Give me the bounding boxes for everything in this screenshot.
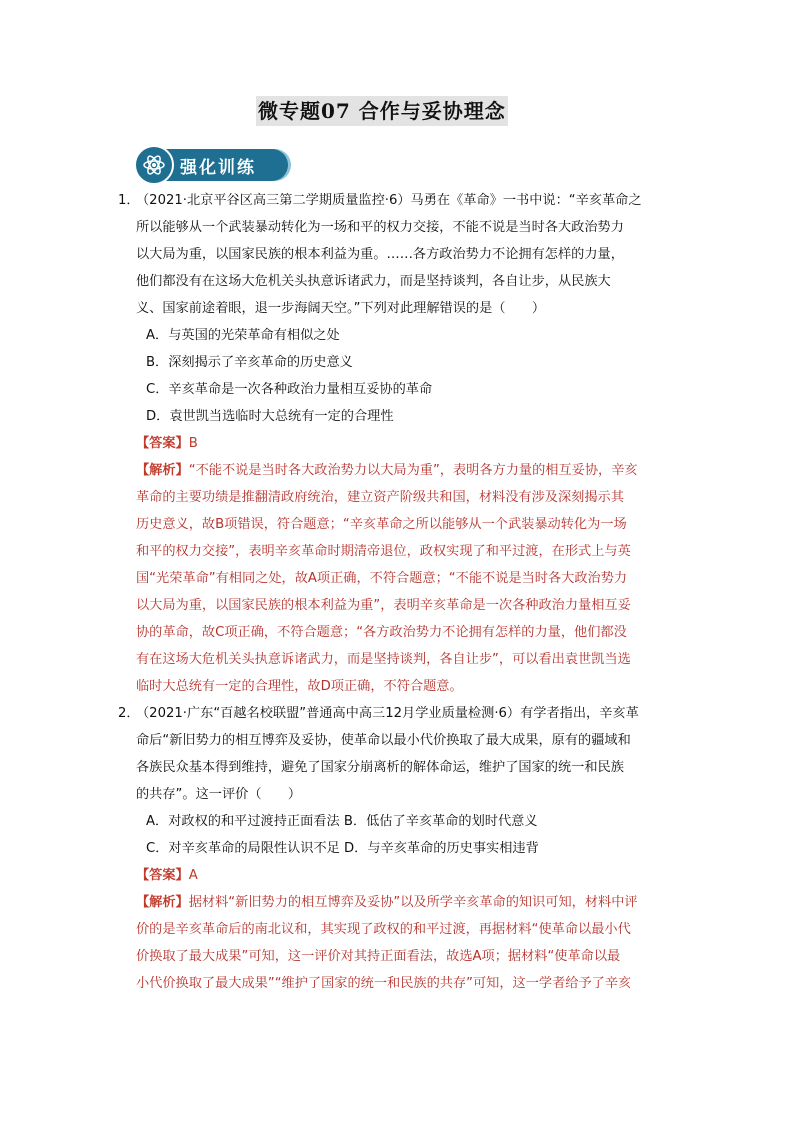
question-number: 2． — [118, 706, 140, 721]
analysis-line: 历史意义，故B项错误，符合题意；“辛亥革命之所以能够从一个武装暴动转化为一场 — [136, 517, 627, 532]
analysis-line: 价的是辛亥革命后的南北议和，其实现了政权的和平过渡，再据材料“使革命以最小代 — [136, 922, 631, 937]
analysis-line: 有在这场大危机关头执意诉诸武力，而是坚持谈判，各自让步”，可以看出袁世凯当选 — [136, 652, 631, 667]
option-c: C．辛亥革命是一次各种政治力量相互妥协的革命 — [146, 382, 433, 397]
atom-icon — [134, 145, 174, 185]
option-row: C．对辛亥革命的局限性认识不足 D．与辛亥革命的历史事实相违背 — [146, 841, 539, 856]
analysis-line: 以大局为重，以国家民族的根本利益为重”，表明辛亥革命是一次各种政治力量相互妥 — [136, 598, 631, 613]
question-2-stem-line: 2．（2021·广东“百越名校联盟”普通高中高三12月学业质量检测·6）有学者指出，辛亥革 — [118, 700, 682, 727]
option-b: B．深刻揭示了辛亥革命的历史意义 — [146, 355, 353, 370]
option-a: A．与英国的光荣革命有相似之处 — [146, 328, 340, 343]
question-1-stem-line: 他们都没有在这场大危机关头执意诉诸武力，而是坚持谈判，各自让步，从民族大 — [136, 274, 611, 289]
option-row: A．对政权的和平过渡持正面看法 B．低估了辛亥革命的划时代意义 — [146, 814, 538, 829]
answer-value: B — [188, 436, 198, 451]
question-1-stem-line: 以大局为重，以国家民族的根本利益为重。……各方政治势力不论拥有怎样的力量， — [136, 247, 624, 262]
question-1-stem-line: 所以能够从一个武装暴动转化为一场和平的权力交接，不能不说是当时各大政治势力 — [136, 220, 624, 235]
answer-value: A — [188, 868, 198, 883]
answer-tag: 【答案】 — [136, 436, 189, 451]
analysis-tag: 【解析】 — [136, 463, 189, 478]
answer-line — [118, 430, 682, 457]
answer-tag: 【答案】 — [136, 868, 189, 883]
analysis-line: 价换取了最大成果”可知，这一评价对其持正面看法，故选A项；据材料“使革命以最 — [136, 949, 621, 964]
analysis-line: 临时大总统有一定的合理性，故D项正确，不符合题意。 — [136, 679, 463, 694]
page-title: 微专题07 合作与妥协理念 — [256, 96, 508, 126]
question-number: 1． — [118, 193, 140, 208]
analysis-line: 国“光荣革命”有相同之处，故A项正确，不符合题意；“不能不说是当时各大政治势力 — [136, 571, 628, 586]
analysis-line: 和平的权力交接”，表明辛亥革命时期清帝退位，政权实现了和平过渡，在形式上与英 — [136, 544, 631, 559]
answer-line — [118, 862, 682, 889]
option-d: D．袁世凯当选临时大总统有一定的合理性 — [146, 409, 394, 424]
analysis-line: 【解析】“不能不说是当时各大政治势力以大局为重”，表明各方力量的相互妥协，辛亥 — [136, 463, 638, 478]
question-1-stem-line: 义、国家前途着眼，退一步海阔天空。”下列对此理解错误的是（ ） — [136, 301, 546, 316]
question-2-stem-line: 的共存”。这一评价（ ） — [136, 787, 302, 802]
analysis-tag: 【解析】 — [136, 895, 189, 910]
section-banner — [134, 145, 290, 185]
question-1-stem-line: 1．（2021·北京平谷区高三第二学期质量监控·6）马勇在《革命》一书中说：“辛亥革命之 — [118, 187, 682, 214]
question-2-stem-line: 命后“新旧势力的相互博弈及妥协，使革命以最小代价换取了最大成果，原有的疆域和 — [136, 733, 631, 748]
question-2-stem-line: 各族民众基本得到维持，避免了国家分崩离析的解体命运，维护了国家的统一和民族 — [136, 760, 624, 775]
question-list — [118, 187, 682, 997]
section-banner-label: 强化训练 — [180, 158, 256, 178]
analysis-line: 【解析】据材料“新旧势力的相互博弈及妥协”以及所学辛亥革命的知识可知，材料中评 — [136, 895, 638, 910]
analysis-line: 革命的主要功绩是推翻清政府统治，建立资产阶级共和国，材料没有涉及深刻揭示其 — [136, 490, 624, 505]
analysis-line: 协的革命，故C项正确，不符合题意；“各方政治势力不论拥有怎样的力量，他们都没 — [136, 625, 627, 640]
analysis-line: 小代价换取了最大成果”“维护了国家的统一和民族的共存”可知，这一学者给予了辛亥 — [136, 976, 632, 991]
